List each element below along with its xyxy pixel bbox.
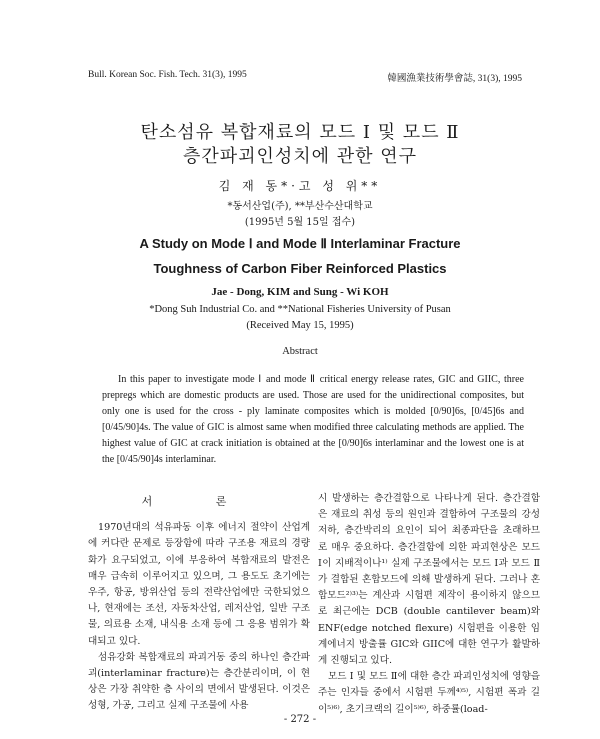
abstract-heading: Abstract — [282, 346, 318, 357]
intro-paragraph: 섬유강화 복합재료의 파괴거동 중의 하나인 층간파괴(interlaminar fracture)는 층간분리이며, 이 현상은 가장 취약한 층 사이의 면에서 발생된다. 이것은 성형, 가공, 그리고 실제 구조물에 사용 — [88, 651, 310, 712]
abstract-text: In this paper to investigate mode Ⅰ and mode Ⅱ critical energy release rates, GIC and GIIC, three prepregs which are domestic products are used. Those are used for the unidirectional composites, but only one is used for the cross - ply laminate composites which is molded [0/90]6s, [0/45]6s and [0/45/90]4s. The value of GIC is almost same when modified three calculating methods are applied. The highest value of GIC at crack initiation is obtained at the [0/90]6s interlaminar and the lowest one is at the [0/45/90]4s interlaminar. — [102, 374, 524, 465]
section-heading-introduction: 서 론 — [141, 495, 257, 508]
english-title-line2: Toughness of Carbon Fiber Reinforced Plastics — [153, 261, 447, 276]
korean-affiliation: *동서산업(주), **부산수산대학교 — [227, 201, 373, 212]
journal-header-en: Bull. Korean Soc. Fish. Tech. 31(3), 1995 — [88, 70, 247, 80]
page-number: - 272 - — [283, 714, 317, 725]
korean-received-date: (1995년 5월 15일 접수) — [244, 217, 356, 228]
intro-paragraph: 1970년대의 석유파동 이후 에너지 절약이 산업계에 커다란 문제로 등장함에 따라 구조용 재료의 경량화가 요구되었고, 이에 부응하여 복합재료의 발전은 매우 급속히 이루어지고 있으며, 그 용도도 초기에는 우주, 항공, 방위산업 등의 전략산업에만 국한되었으나, 현재에는 조선, 자동차산업, 레저산업, 일반 구조물, 의료용 소재, 내식용 소재 등에 그 응용 범위가 확대되고 있다. — [88, 522, 310, 647]
english-title-line1: A Study on Mode Ⅰ and Mode Ⅱ Interlaminar Fracture — [139, 236, 461, 251]
english-authors: Jae - Dong, KIM and Sung - Wi KOH — [211, 286, 389, 298]
korean-title-line2: 층간파괴인성치에 관한 연구 — [182, 146, 418, 167]
abstract-body — [102, 372, 524, 468]
intro-paragraph: 모드 Ⅰ 및 모드 Ⅱ에 대한 층간 파괴인성치에 영향을 주는 인자들 중에서 시험편 두께⁴⁾⁵⁾, 시험편 폭과 길이⁵⁾⁶⁾, 초기크랙의 길이⁵⁾⁶⁾, 하중률(load- — [318, 671, 540, 715]
english-affiliation: *Dong Suh Industrial Co. and **National Fisheries University of Pusan — [149, 304, 451, 315]
english-received-date: (Received May 15, 1995) — [246, 320, 354, 331]
right-column — [318, 491, 540, 718]
intro-paragraph: 시 발생하는 층간결함으로 나타나게 된다. 층간결함은 재료의 취성 등의 원인과 결합하여 구조물의 강성저하, 층간박리의 요인이 되어 최종파단을 초래하므로 매우 중요하다. 층간결함에 의한 파괴현상은 모드 Ⅰ이 지배적이나¹⁾ 실제 구조물에서는 모드 Ⅰ과 모드 Ⅱ가 결합된 혼합모드에 의해 발생하게 된다. 그러나 혼합모드²⁾³⁾는 계산과 시험편 제작이 용이하지 않으므로 최근에는 DCB (double cantilever beam)와 ENF(edge notched flexure) 시험편을 이용한 임계에너지 방출률 GIC와 GIIC에 대한 연구가 활발하게 진행되고 있다. — [318, 493, 540, 667]
left-column — [88, 494, 310, 715]
journal-header-ko: 韓國漁業技術學會誌, 31(3), 1995 — [387, 74, 522, 84]
korean-authors: 김 재 동*·고 성 위** — [218, 179, 382, 193]
korean-title-line1: 탄소섬유 복합재료의 모드 Ⅰ 및 모드 Ⅱ — [140, 122, 460, 143]
